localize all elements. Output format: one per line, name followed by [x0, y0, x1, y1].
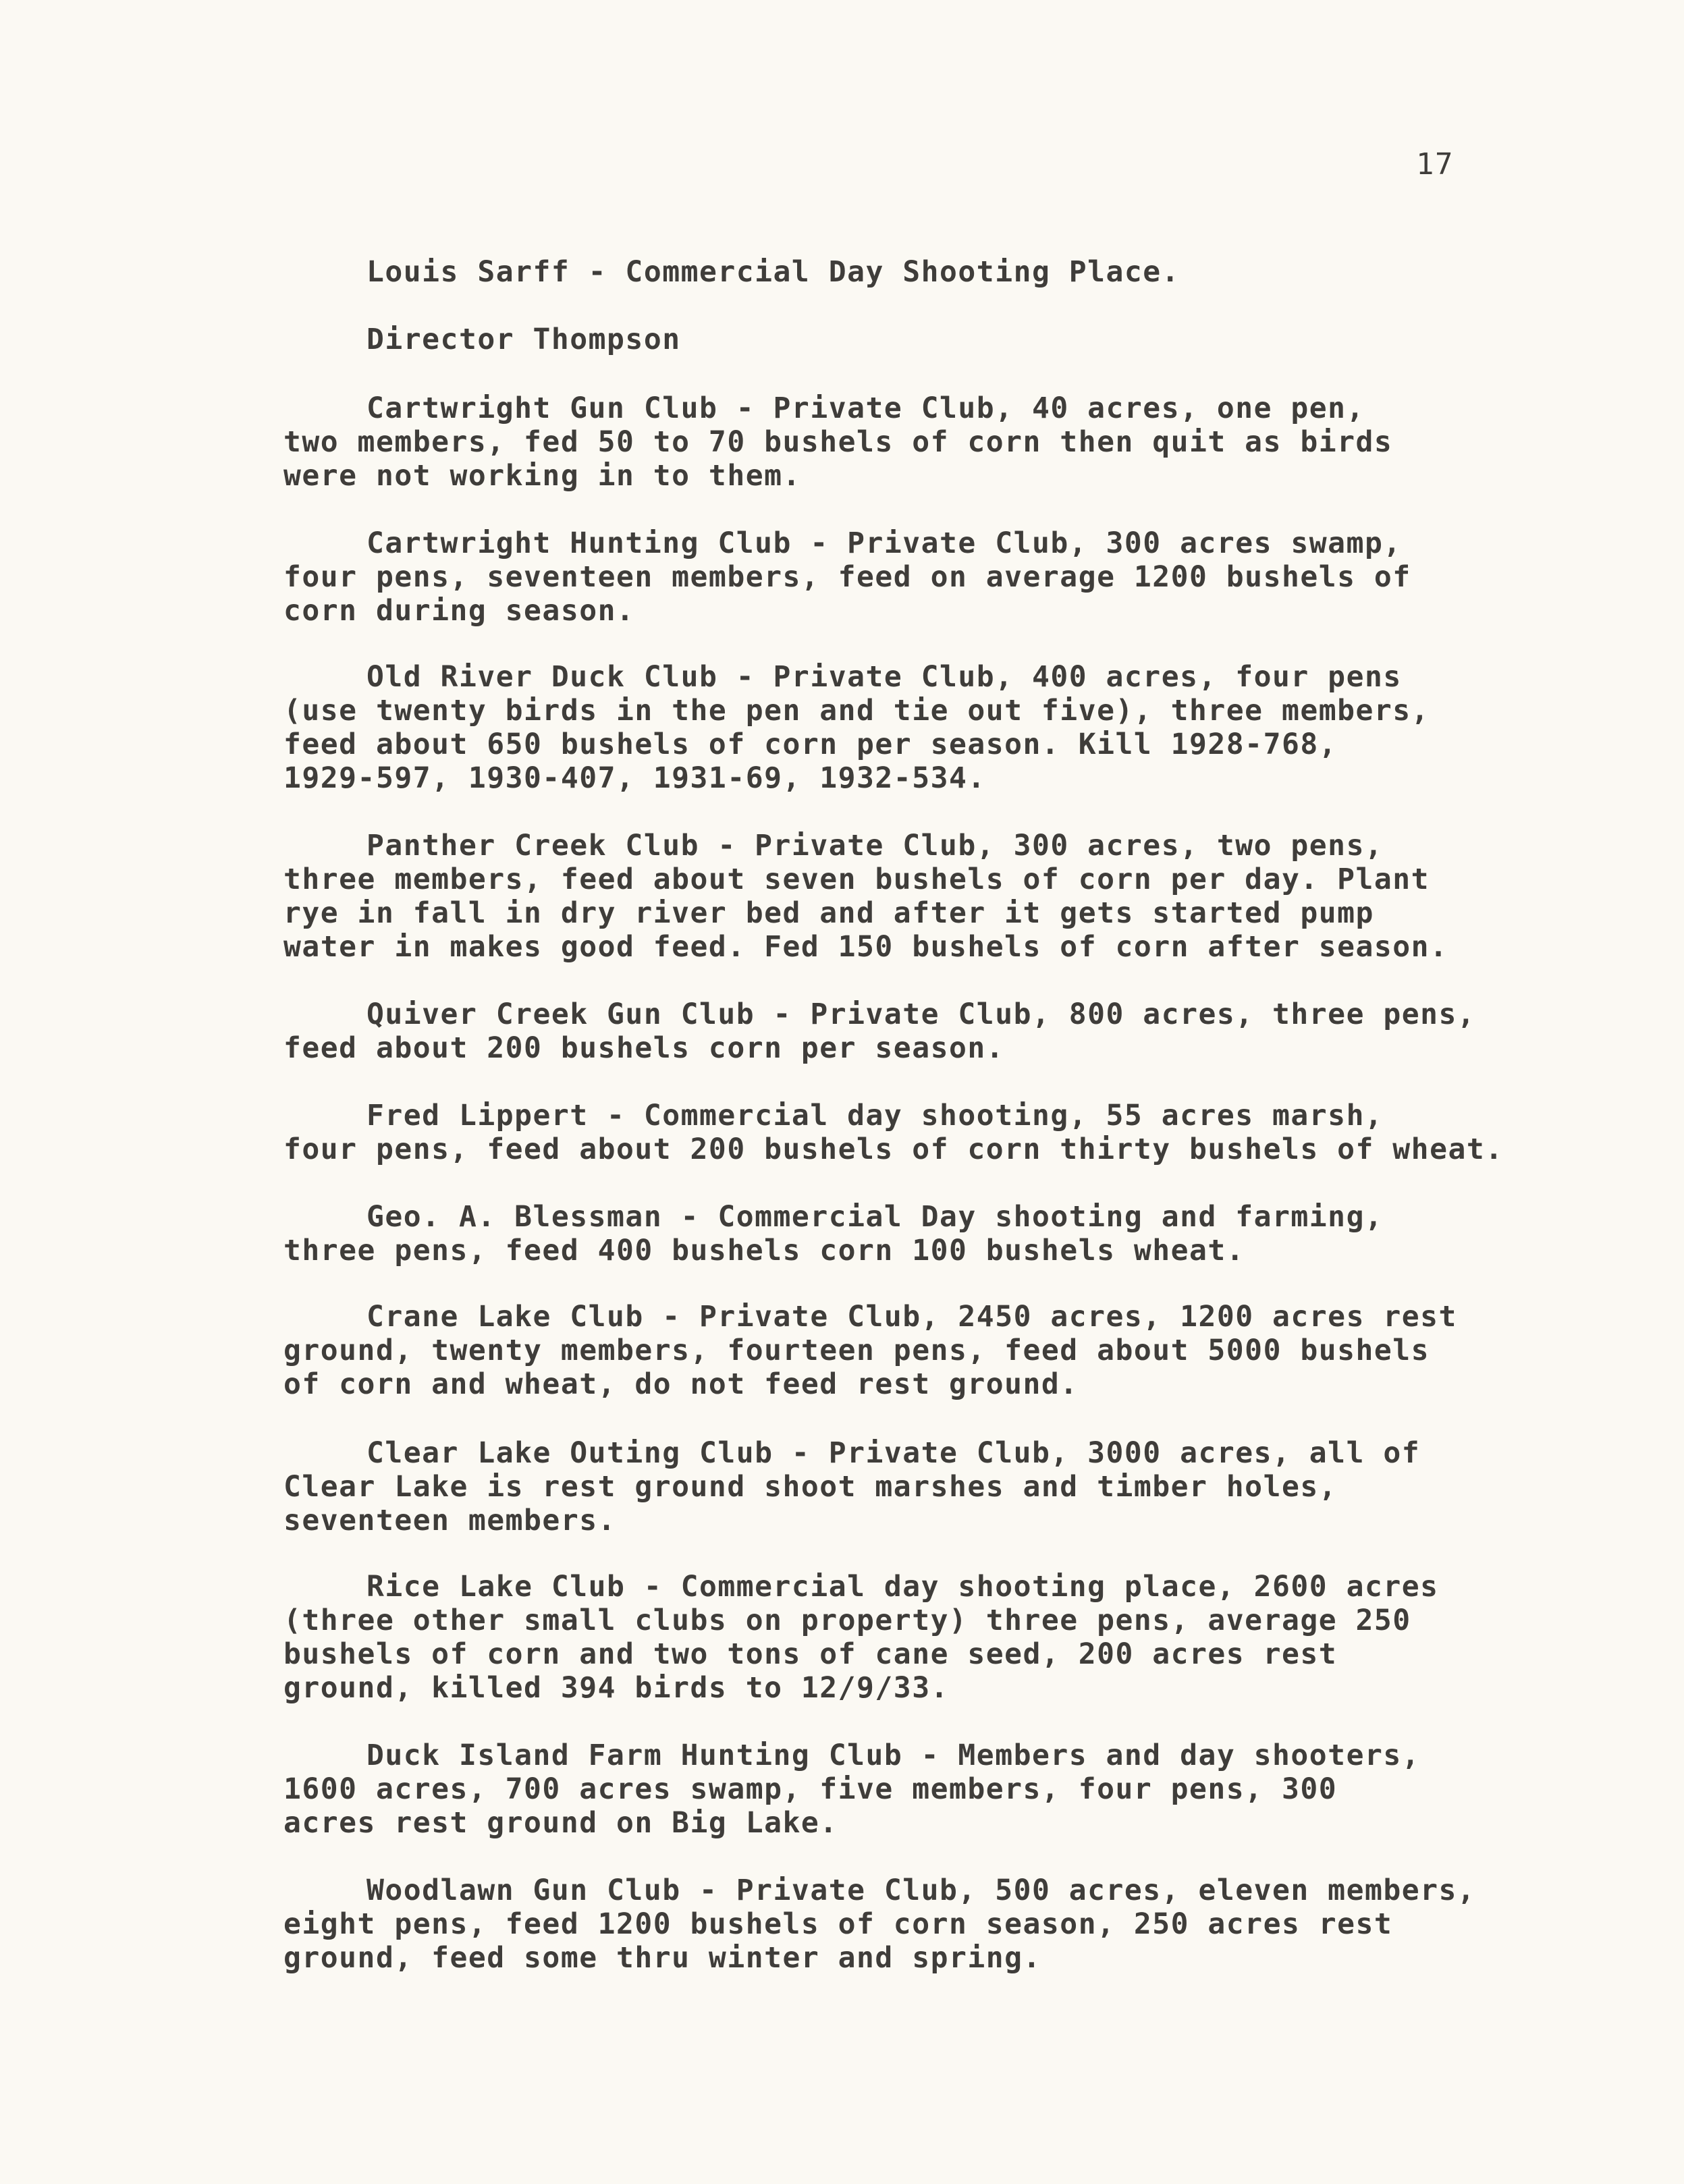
- entry-duck-island-farm-hunting-club: [283, 1739, 1640, 1840]
- entry-line: feed about 650 bushels of corn per season. Kill 1928-768,: [283, 728, 1338, 761]
- entry-line: seventeen members.: [283, 1504, 616, 1537]
- entry-crane-lake-club: [283, 1300, 1640, 1401]
- entry-line: two members, fed 50 to 70 bushels of corn then quit as birds: [283, 425, 1393, 459]
- entry-old-river-duck-club: [283, 660, 1640, 795]
- entry-line: four pens, feed about 200 bushels of corn thirty bushels of wheat.: [283, 1132, 1504, 1166]
- entry-woodlawn-gun-club: [283, 1874, 1640, 1975]
- entry-rice-lake-club: [283, 1570, 1640, 1705]
- entry-line: (use twenty birds in the pen and tie out five), three members,: [283, 694, 1430, 728]
- entry-line: Rice Lake Club - Commercial day shooting place, 2600 acres: [366, 1570, 1439, 1604]
- entry-line: three pens, feed 400 bushels corn 100 bushels wheat.: [283, 1234, 1245, 1267]
- entry-quiver-creek-gun-club: [283, 998, 1640, 1065]
- entry-line: Fred Lippert - Commercial day shooting, 55 acres marsh,: [366, 1099, 1384, 1132]
- entry-cartwright-gun-club: [283, 391, 1640, 493]
- entry-line: Crane Lake Club - Private Club, 2450 acres, 1200 acres rest: [366, 1300, 1457, 1334]
- entry-line: Clear Lake is rest ground shoot marshes and timber holes,: [283, 1470, 1338, 1504]
- entry-geo-blessman: [283, 1200, 1640, 1267]
- entry-line: were not working in to them.: [283, 459, 801, 493]
- entry-line: rye in fall in dry river bed and after it gets started pump: [283, 896, 1374, 930]
- entry-line: 1600 acres, 700 acres swamp, five members, four pens, 300: [283, 1772, 1338, 1806]
- entry-line: of corn and wheat, do not feed rest ground.: [283, 1367, 1079, 1401]
- entry-clear-lake-outing-club: [283, 1436, 1640, 1537]
- entry-line: Cartwright Gun Club - Private Club, 40 acres, one pen,: [366, 391, 1365, 425]
- entry-line: ground, twenty members, fourteen pens, feed about 5000 bushels: [283, 1334, 1430, 1367]
- entry-line: Geo. A. Blessman - Commercial Day shooting and farming,: [366, 1200, 1384, 1234]
- entry-line: Old River Duck Club - Private Club, 400 acres, four pens: [366, 660, 1402, 694]
- entry-line: (three other small clubs on property) three pens, average 250: [283, 1604, 1411, 1637]
- heading-director: Director Thompson: [366, 323, 681, 356]
- entry-line: ground, feed some thru winter and spring.: [283, 1941, 1041, 1975]
- entry-line: 1929-597, 1930-407, 1931-69, 1932-534.: [283, 761, 986, 795]
- entry-line: Cartwright Hunting Club - Private Club, 300 acres swamp,: [366, 526, 1402, 560]
- entry-line: acres rest ground on Big Lake.: [283, 1806, 838, 1840]
- entry-line: Panther Creek Club - Private Club, 300 acres, two pens,: [366, 829, 1384, 863]
- page-number: 17: [1416, 147, 1454, 182]
- entry-line: four pens, seventeen members, feed on average 1200 bushels of: [283, 560, 1411, 594]
- entry-line: corn during season.: [283, 594, 635, 628]
- entry-fred-lippert: [283, 1099, 1640, 1166]
- heading-commercial-day-shooting: Louis Sarff - Commercial Day Shooting Place.: [366, 255, 1180, 289]
- entry-line: Duck Island Farm Hunting Club - Members and day shooters,: [366, 1739, 1421, 1772]
- entry-line: ground, killed 394 birds to 12/9/33.: [283, 1671, 949, 1705]
- entry-line: Clear Lake Outing Club - Private Club, 3000 acres, all of: [366, 1436, 1421, 1470]
- entry-panther-creek-club: [283, 829, 1640, 964]
- entry-line: three members, feed about seven bushels of corn per day. Plant: [283, 863, 1430, 896]
- entry-cartwright-hunting-club: [283, 526, 1640, 628]
- entry-line: feed about 200 bushels corn per season.: [283, 1031, 1005, 1065]
- entry-line: Quiver Creek Gun Club - Private Club, 800 acres, three pens,: [366, 998, 1476, 1031]
- entry-line: Woodlawn Gun Club - Private Club, 500 acres, eleven members,: [366, 1874, 1476, 1907]
- entry-line: bushels of corn and two tons of cane seed, 200 acres rest: [283, 1637, 1338, 1671]
- entry-line: water in makes good feed. Fed 150 bushels of corn after season.: [283, 930, 1448, 964]
- entry-line: eight pens, feed 1200 bushels of corn season, 250 acres rest: [283, 1907, 1393, 1941]
